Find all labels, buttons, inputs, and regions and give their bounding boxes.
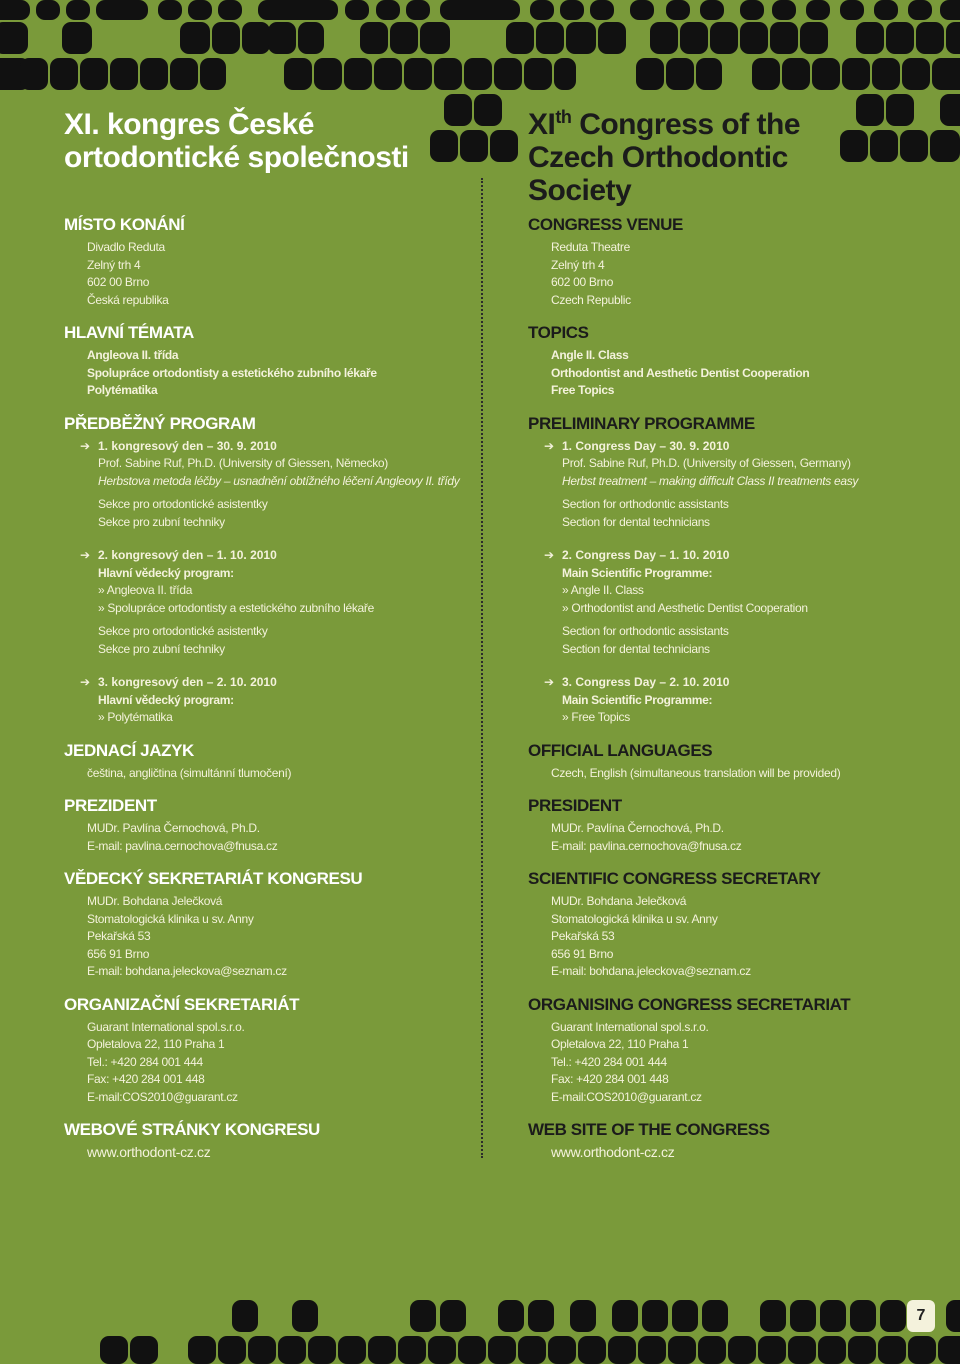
decor-block <box>0 22 28 54</box>
topic-line: Angle II. Class <box>551 348 629 362</box>
decor-block <box>268 22 296 54</box>
decor-block <box>668 1336 696 1364</box>
decor-block <box>800 22 828 54</box>
decor-block <box>548 1336 576 1364</box>
decor-block <box>460 130 488 162</box>
section-heading: VĚDECKÝ SEKRETARIÁT KONGRESU <box>64 869 363 888</box>
decor-block <box>842 58 870 90</box>
decor-block <box>390 22 418 54</box>
decor-block <box>110 58 138 90</box>
decor-block <box>180 22 210 54</box>
column-divider <box>481 178 483 1158</box>
decor-block <box>490 130 518 162</box>
decor-block <box>856 22 884 54</box>
info-line: E-mail:COS2010@guarant.cz <box>87 1089 238 1104</box>
decor-block <box>444 94 472 126</box>
decor-block <box>710 22 738 54</box>
section-line: Section for orthodontic assistants <box>562 624 729 638</box>
decor-block <box>338 1336 366 1364</box>
decor-block <box>856 94 884 126</box>
decor-block <box>570 1300 596 1332</box>
decor-block <box>940 94 960 126</box>
decor-block <box>360 22 388 54</box>
decor-block <box>464 58 492 90</box>
info-line: Tel.: +420 284 001 444 <box>551 1054 667 1069</box>
title-english: XIth Congress of the Czech Orthodontic Society <box>528 107 801 207</box>
info-line: Opletalova 22, 110 Praha 1 <box>87 1037 225 1051</box>
decor-block <box>900 130 928 162</box>
section-president <box>64 796 464 855</box>
decor-block <box>308 1336 336 1364</box>
info-line: MUDr. Pavlína Černochová, Ph.D. <box>87 821 260 835</box>
info-line: MUDr. Bohdana Jelečková <box>87 894 223 908</box>
decor-block <box>850 1300 876 1332</box>
info-line: Guarant International spol.s.r.o. <box>551 1019 709 1034</box>
decor-block <box>788 1336 816 1364</box>
section-line: Section for dental technicians <box>562 514 710 529</box>
decor-block <box>740 22 768 54</box>
decor-block <box>50 58 78 90</box>
main-programme-label: Hlavní vědecký program: <box>98 692 234 707</box>
decor-block <box>566 22 596 54</box>
arrow-icon: ➔ <box>80 675 91 689</box>
decor-block <box>530 0 554 20</box>
decor-block <box>284 58 312 90</box>
decor-block <box>404 58 432 90</box>
section-heading: TOPICS <box>528 323 589 342</box>
decor-block <box>536 22 564 54</box>
decor-block <box>428 1336 456 1364</box>
decor-block <box>62 22 92 54</box>
decor-block <box>248 1336 276 1364</box>
decor-block <box>848 1336 876 1364</box>
section-web <box>64 1120 464 1162</box>
decor-block <box>554 58 576 90</box>
decor-block <box>666 0 690 20</box>
decor-block <box>772 0 796 20</box>
info-line: MUDr. Pavlína Černochová, Ph.D. <box>551 821 724 835</box>
section-org <box>64 995 464 1107</box>
info-line: Guarant International spol.s.r.o. <box>87 1019 245 1034</box>
info-line: Stomatologická klinika u sv. Anny <box>551 911 718 926</box>
decor-block <box>374 58 402 90</box>
section-programme <box>528 414 938 727</box>
decor-block <box>758 1336 786 1364</box>
info-line: Fax: +420 284 001 448 <box>87 1072 205 1086</box>
info-line: čeština, angličtina (simultánní tlumočení) <box>87 765 292 780</box>
website-url: www.orthodont-cz.cz <box>87 1144 211 1160</box>
section-org <box>528 995 938 1107</box>
info-line: 656 91 Brno <box>87 946 150 961</box>
info-line: Czech, English (simultaneous translation will be provided) <box>551 765 841 780</box>
programme-item: » Angle II. Class <box>562 583 644 597</box>
decor-block <box>790 1300 816 1332</box>
decor-block <box>650 22 678 54</box>
section-language <box>64 741 464 783</box>
decor-block <box>80 58 108 90</box>
info-line: Fax: +420 284 001 448 <box>551 1072 669 1086</box>
section-heading: PREZIDENT <box>64 796 157 815</box>
title-czech: XI. kongres České ortodontické společnosti <box>64 108 409 174</box>
topic-line: Polytématika <box>87 383 158 397</box>
decor-block <box>872 58 900 90</box>
decor-block <box>642 1300 668 1332</box>
section-heading: WEB SITE OF THE CONGRESS <box>528 1120 770 1139</box>
decor-block <box>278 1336 306 1364</box>
decor-block <box>528 1300 554 1332</box>
decor-block <box>430 130 458 162</box>
decor-block <box>474 94 502 126</box>
programme-day: ➔ 2. Congress Day – 1. 10. 2010 <box>528 547 938 565</box>
decor-block <box>200 58 226 90</box>
decor-block <box>932 58 960 90</box>
decor-block <box>740 0 764 20</box>
speaker: Prof. Sabine Ruf, Ph.D. (University of Giessen, Germany) <box>562 456 851 470</box>
decor-block <box>518 1336 546 1364</box>
section-secretary <box>64 869 464 981</box>
decor-block <box>258 0 338 20</box>
decor-block <box>488 1336 516 1364</box>
decor-block <box>212 22 240 54</box>
topic-line: Orthodontist and Aesthetic Dentist Cooperation <box>551 365 810 380</box>
decor-block <box>728 1336 756 1364</box>
info-line: Zelný trh 4 <box>551 257 605 272</box>
decor-block <box>420 22 450 54</box>
decor-block <box>66 0 90 20</box>
info-line: Opletalova 22, 110 Praha 1 <box>551 1037 689 1051</box>
decor-block <box>946 1300 960 1332</box>
decor-block <box>782 58 810 90</box>
decor-block <box>874 0 898 20</box>
decor-block <box>524 58 552 90</box>
main-programme-label: Hlavní vědecký program: <box>98 565 234 580</box>
info-line: Zelný trh 4 <box>87 257 141 272</box>
section-heading: JEDNACÍ JAZYK <box>64 740 194 760</box>
section-heading: OFFICIAL LANGUAGES <box>528 740 713 760</box>
info-line: E-mail: pavlina.cernochova@fnusa.cz <box>551 838 742 853</box>
programme-day: ➔ 1. Congress Day – 30. 9. 2010 <box>528 438 938 456</box>
decor-block <box>218 0 242 20</box>
page-number: 7 <box>907 1300 935 1332</box>
arrow-icon: ➔ <box>544 438 555 453</box>
decor-block <box>820 1300 846 1332</box>
section-heading: SCIENTIFIC CONGRESS SECRETARY <box>528 869 821 888</box>
programme-day: ➔ 3. kongresový den – 2. 10. 2010 <box>64 674 464 692</box>
decor-block <box>170 58 198 90</box>
topic-line: Angleova II. třída <box>87 348 179 362</box>
decor-block <box>298 22 324 54</box>
decor-block <box>188 1336 216 1364</box>
decor-block <box>638 1336 666 1364</box>
decor-block <box>612 1300 638 1332</box>
section-heading: PRELIMINARY PROGRAMME <box>528 413 755 433</box>
section-venue <box>528 215 938 309</box>
decor-block <box>870 130 898 162</box>
decor-block <box>938 1336 960 1364</box>
decor-block <box>590 0 614 20</box>
decor-block <box>344 58 372 90</box>
decor-block <box>20 58 48 90</box>
info-line: E-mail:COS2010@guarant.cz <box>551 1089 702 1104</box>
programme-item: » Spolupráce ortodontisty a estetického zubního lékaře <box>98 600 374 615</box>
decor-block <box>100 1336 128 1364</box>
section-heading: PRESIDENT <box>528 796 622 815</box>
info-line: E-mail: bohdana.jeleckova@seznam.cz <box>551 964 751 978</box>
section-venue <box>64 215 464 309</box>
english-column <box>528 215 938 1176</box>
info-line: Stomatologická klinika u sv. Anny <box>87 911 254 926</box>
programme-item: » Orthodontist and Aesthetic Dentist Cooperation <box>562 600 808 615</box>
decor-block <box>812 58 840 90</box>
decor-block <box>506 22 534 54</box>
info-line: Česká republika <box>87 292 169 307</box>
decor-block <box>886 22 914 54</box>
decor-block <box>946 22 960 54</box>
arrow-icon: ➔ <box>80 548 91 562</box>
decor-block <box>878 1336 906 1364</box>
section-secretary <box>528 869 938 981</box>
decor-block <box>406 0 430 20</box>
programme-item: » Free Topics <box>562 710 630 724</box>
section-language <box>528 741 938 783</box>
decor-block <box>908 0 932 20</box>
decor-block <box>96 0 148 20</box>
decor-block <box>752 58 780 90</box>
section-line: Sekce pro zubní techniky <box>98 514 225 529</box>
section-heading: PŘEDBĚŽNÝ PROGRAM <box>64 413 256 433</box>
programme-day: ➔ 1. kongresový den – 30. 9. 2010 <box>64 438 464 456</box>
decor-block <box>698 1336 726 1364</box>
decor-block <box>770 22 798 54</box>
decor-block <box>916 22 944 54</box>
decor-block <box>886 94 914 126</box>
decor-block <box>598 22 626 54</box>
info-line: E-mail: pavlina.cernochova@fnusa.cz <box>87 838 278 853</box>
decor-block <box>760 1300 786 1332</box>
info-line: 602 00 Brno <box>551 275 614 289</box>
programme-item: » Polytématika <box>98 710 173 724</box>
decor-block <box>560 0 584 20</box>
main-programme-label: Main Scientific Programme: <box>562 692 713 707</box>
section-heading: HLAVNÍ TÉMATA <box>64 323 194 342</box>
decor-block <box>578 1336 606 1364</box>
section-topics <box>528 323 938 400</box>
decor-block <box>630 0 654 20</box>
info-line: 602 00 Brno <box>87 275 150 289</box>
info-line: Reduta Theatre <box>551 240 630 254</box>
decor-block <box>218 1336 246 1364</box>
decor-block <box>232 1300 258 1332</box>
decor-block <box>702 1300 728 1332</box>
website-url: www.orthodont-cz.cz <box>551 1144 675 1160</box>
section-line: Sekce pro ortodontické asistentky <box>98 624 268 638</box>
speaker: Prof. Sabine Ruf, Ph.D. (University of Giessen, Německo) <box>98 456 388 470</box>
decor-block <box>940 0 960 20</box>
decor-block <box>636 58 664 90</box>
section-heading: MÍSTO KONÁNÍ <box>64 215 185 234</box>
section-heading: WEBOVÉ STRÁNKY KONGRESU <box>64 1120 320 1139</box>
czech-column <box>64 215 464 1176</box>
decor-block <box>696 58 722 90</box>
decor-block <box>440 1300 466 1332</box>
decor-block <box>345 0 369 20</box>
decor-block <box>458 1336 486 1364</box>
decor-block <box>434 58 462 90</box>
decor-block <box>158 0 182 20</box>
info-line: Czech Republic <box>551 292 631 307</box>
decor-block <box>498 1300 524 1332</box>
decor-block <box>188 0 212 20</box>
decor-block <box>806 0 830 20</box>
programme-day: ➔ 3. Congress Day – 2. 10. 2010 <box>528 674 938 692</box>
arrow-icon: ➔ <box>80 438 91 453</box>
decor-block <box>242 22 270 54</box>
decor-block <box>908 1336 936 1364</box>
decor-block <box>314 58 342 90</box>
main-programme-label: Main Scientific Programme: <box>562 565 713 580</box>
decor-block <box>440 0 520 20</box>
programme-day: ➔ 2. kongresový den – 1. 10. 2010 <box>64 547 464 565</box>
section-line: Sekce pro zubní techniky <box>98 641 225 656</box>
decor-block <box>398 1336 426 1364</box>
programme-item: » Angleova II. třída <box>98 583 193 597</box>
info-line: E-mail: bohdana.jeleckova@seznam.cz <box>87 964 287 978</box>
info-line: MUDr. Bohdana Jelečková <box>551 894 687 908</box>
section-line: Section for orthodontic assistants <box>562 497 729 511</box>
decor-block <box>292 1300 318 1332</box>
decor-block <box>680 22 708 54</box>
decor-block <box>0 0 30 20</box>
decor-block <box>666 58 694 90</box>
decor-block <box>410 1300 436 1332</box>
talk-title: Herbstova metoda léčby – usnadnění obtížného léčení Angleovy II. třídy <box>98 473 460 488</box>
section-line: Section for dental technicians <box>562 641 710 656</box>
decor-block <box>930 130 960 162</box>
decor-block <box>672 1300 698 1332</box>
section-programme <box>64 414 464 727</box>
decor-block <box>130 1336 158 1364</box>
arrow-icon: ➔ <box>544 548 555 562</box>
talk-title: Herbst treatment – making difficult Class II treatments easy <box>562 473 859 488</box>
decor-block <box>376 0 400 20</box>
section-president <box>528 796 938 855</box>
decor-block <box>818 1336 846 1364</box>
info-line: Tel.: +420 284 001 444 <box>87 1054 203 1069</box>
info-line: Pekařská 53 <box>87 929 151 943</box>
section-heading: ORGANISING CONGRESS SECRETARIAT <box>528 994 851 1014</box>
decor-block <box>140 58 168 90</box>
info-line: Divadlo Reduta <box>87 240 165 254</box>
decor-block <box>840 0 864 20</box>
decor-block <box>494 58 522 90</box>
section-web <box>528 1120 938 1162</box>
decor-block <box>608 1336 636 1364</box>
decor-block <box>880 1300 906 1332</box>
topic-line: Spolupráce ortodontisty a estetického zubního lékaře <box>87 365 377 380</box>
arrow-icon: ➔ <box>544 675 555 689</box>
section-heading: CONGRESS VENUE <box>528 215 683 234</box>
section-topics <box>64 323 464 400</box>
decor-block <box>368 1336 396 1364</box>
info-line: Pekařská 53 <box>551 929 615 943</box>
decor-block <box>902 58 930 90</box>
section-line: Sekce pro ortodontické asistentky <box>98 497 268 511</box>
decor-block <box>36 0 60 20</box>
topic-line: Free Topics <box>551 383 615 397</box>
decor-block <box>700 0 724 20</box>
info-line: 656 91 Brno <box>551 946 614 961</box>
section-heading: ORGANIZAČNÍ SEKRETARIÁT <box>64 994 300 1014</box>
